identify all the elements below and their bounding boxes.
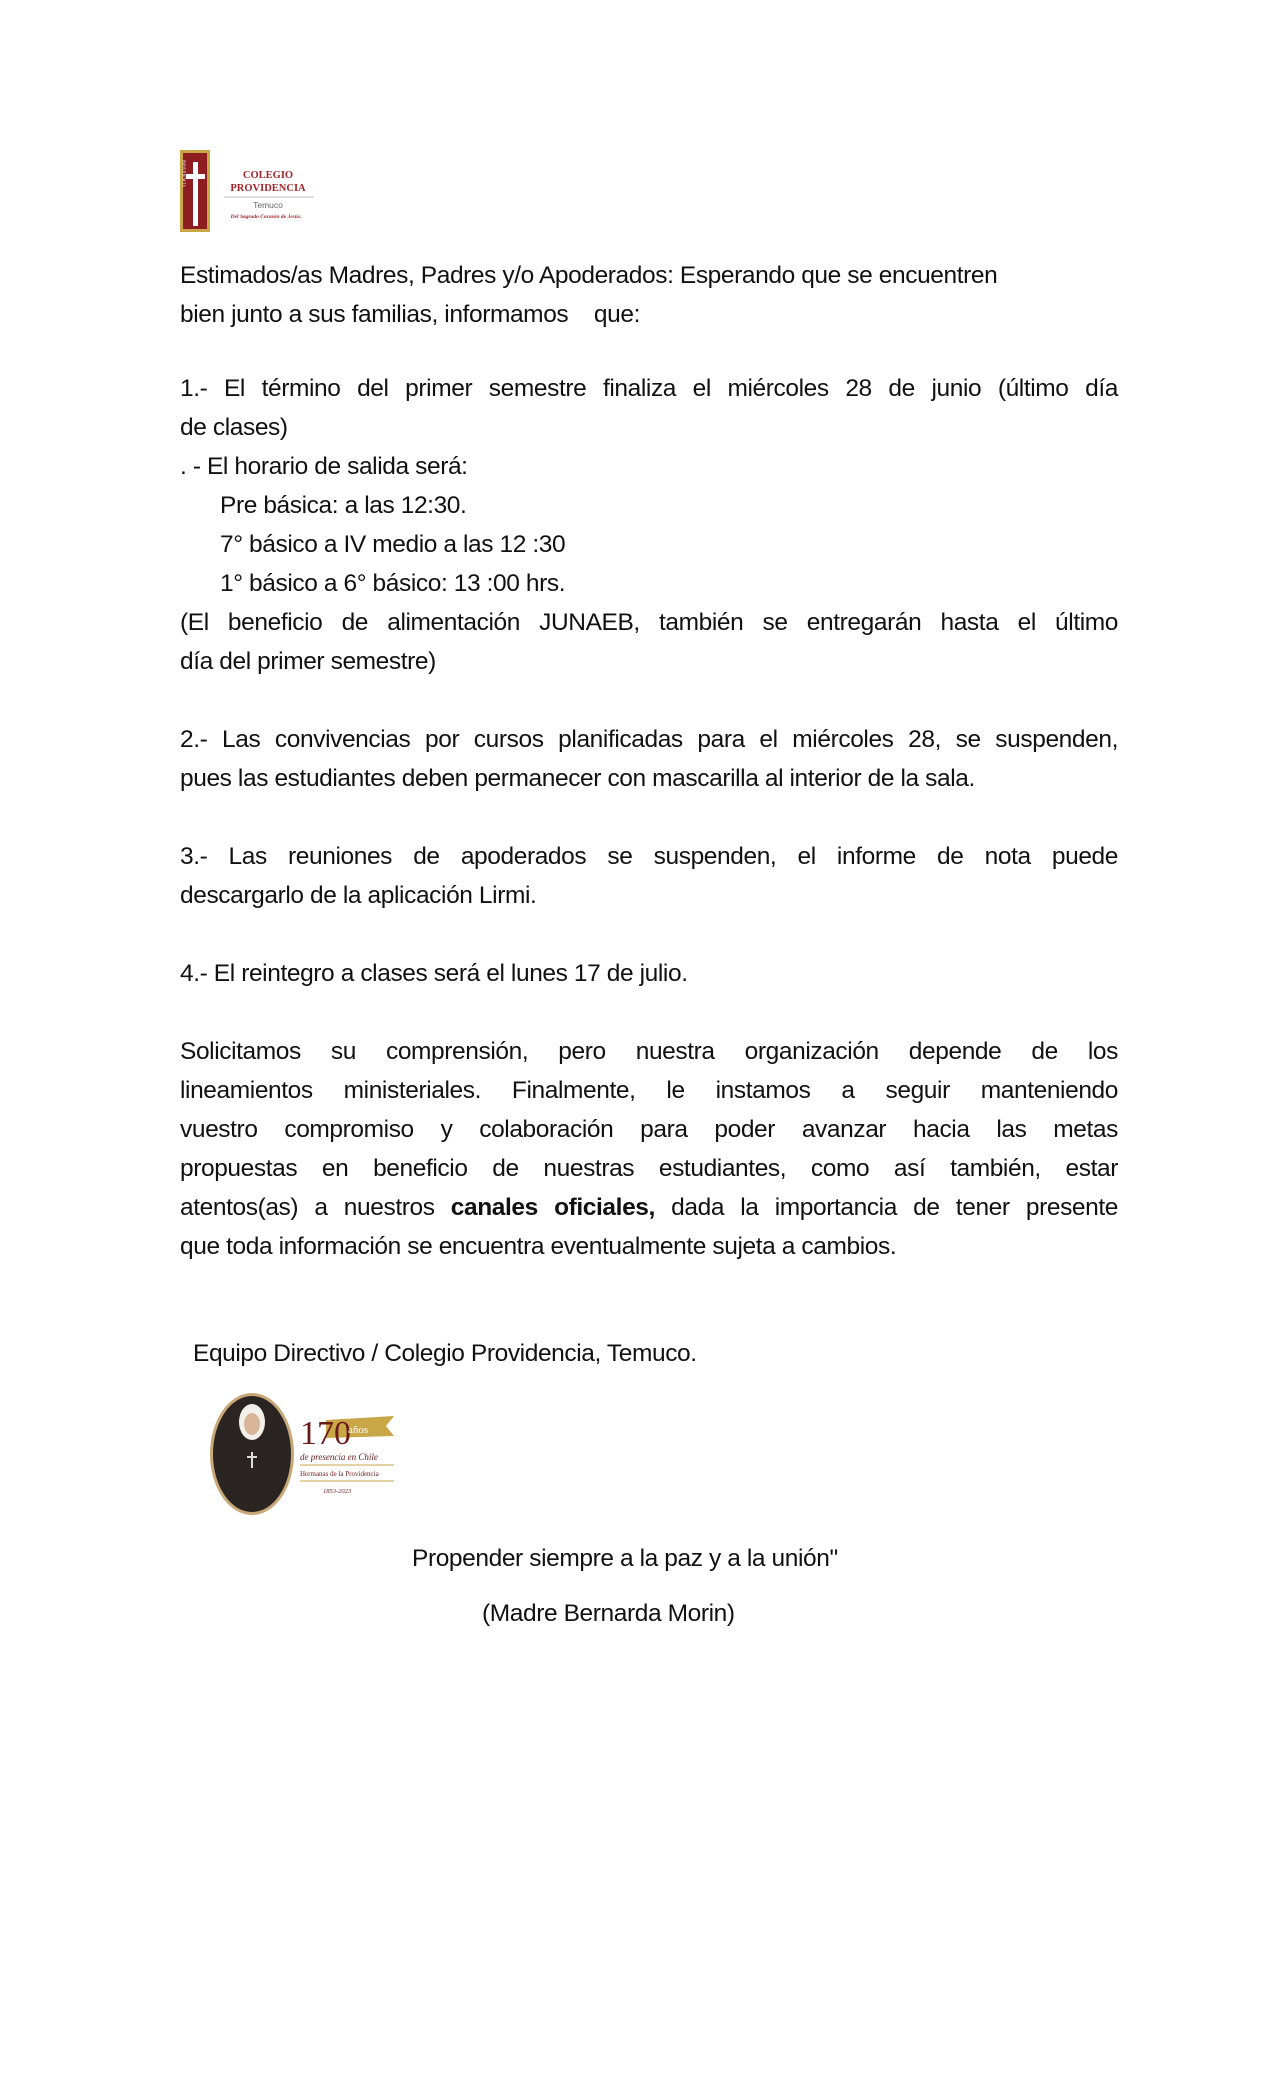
logo-side-text: PROVIDENCIA (181, 160, 187, 188)
anniversary-seal (208, 1392, 398, 1517)
intro-line-2: bien junto a sus familias, informamos que: (180, 301, 640, 328)
item1-line-2: de clases) (180, 414, 288, 441)
colegio-providencia-logo (180, 150, 320, 232)
item1-note-2: día del primer semestre) (180, 648, 436, 675)
item2-line-2: pues las estudiantes deben permanecer con mascarilla al interior de la sala. (180, 765, 975, 792)
quote-author: (Madre Bernarda Morin) (482, 1600, 735, 1627)
closing-line-3: vuestro compromiso y colaboración para poder avanzar hacia las metas (180, 1116, 1118, 1143)
closing-line-1: Solicitamos su comprensión, pero nuestra organización depende de los (180, 1038, 1118, 1065)
item3-line-1: 3.- Las reuniones de apoderados se suspenden, el informe de nota puede (180, 843, 1118, 870)
item1-line-3: . - El horario de salida será: (180, 453, 468, 480)
seal-ribbon-text: años (348, 1424, 369, 1436)
schedule-item: Pre básica: a las 12:30. (220, 492, 467, 519)
portrait-cross-bar (247, 1456, 257, 1458)
intro-line-1: Estimados/as Madres, Padres y/o Apoderados: Esperando que se encuentren (180, 262, 998, 289)
logo-line1: COLEGIO (242, 170, 294, 181)
closing-line-5-post: dada la importancia de tener presente (654, 1194, 1119, 1221)
seal-line1: de presencia en Chile (300, 1452, 378, 1462)
item1-note-1: (El beneficio de alimentación JUNAEB, también se entregarán hasta el último (180, 609, 1118, 636)
seal-line2: Hermanas de la Providencia (300, 1470, 379, 1478)
signature: Equipo Directivo / Colegio Providencia, Temuco. (193, 1340, 697, 1367)
closing-line-6: que toda información se encuentra eventualmente sujeta a cambios. (180, 1233, 897, 1260)
closing-line-4: propuestas en beneficio de nuestras estudiantes, como así también, estar (180, 1155, 1118, 1182)
closing-line-5-pre: atentos(as) a nuestros (180, 1194, 451, 1221)
seal-years: 1853-2023 (323, 1488, 352, 1495)
item1-line-1: 1.- El término del primer semestre finaliza el miércoles 28 de junio (último día (180, 375, 1118, 402)
closing-line-2: lineamientos ministeriales. Finalmente, le instamos a seguir manteniendo (180, 1077, 1118, 1104)
logo-line3: Temuco (253, 200, 283, 210)
cross-bar (186, 174, 205, 179)
portrait-face (244, 1413, 260, 1435)
item4-line-1: 4.- El reintegro a clases será el lunes 17 de julio. (180, 960, 688, 987)
portrait-cross (251, 1452, 253, 1468)
cross-icon (193, 162, 198, 226)
schedule-item: 7° básico a IV medio a las 12 :30 (220, 531, 566, 558)
official-channels-bold: canales oficiales, (450, 1194, 655, 1221)
seal-number: 170 (300, 1415, 351, 1452)
closing-line-5 (180, 1188, 1118, 1227)
logo-line2: PROVIDENCIA (230, 183, 306, 194)
quote: Propender siempre a la paz y a la unión" (412, 1545, 838, 1572)
logo-line4: Del Sagrado Corazón de Jesús. (230, 214, 302, 220)
item2-line-1: 2.- Las convivencias por cursos planificadas para el miércoles 28, se suspenden, (180, 726, 1118, 753)
item3-line-2: descargarlo de la aplicación Lirmi. (180, 882, 537, 909)
schedule-item: 1° básico a 6° básico: 13 :00 hrs. (220, 570, 566, 597)
